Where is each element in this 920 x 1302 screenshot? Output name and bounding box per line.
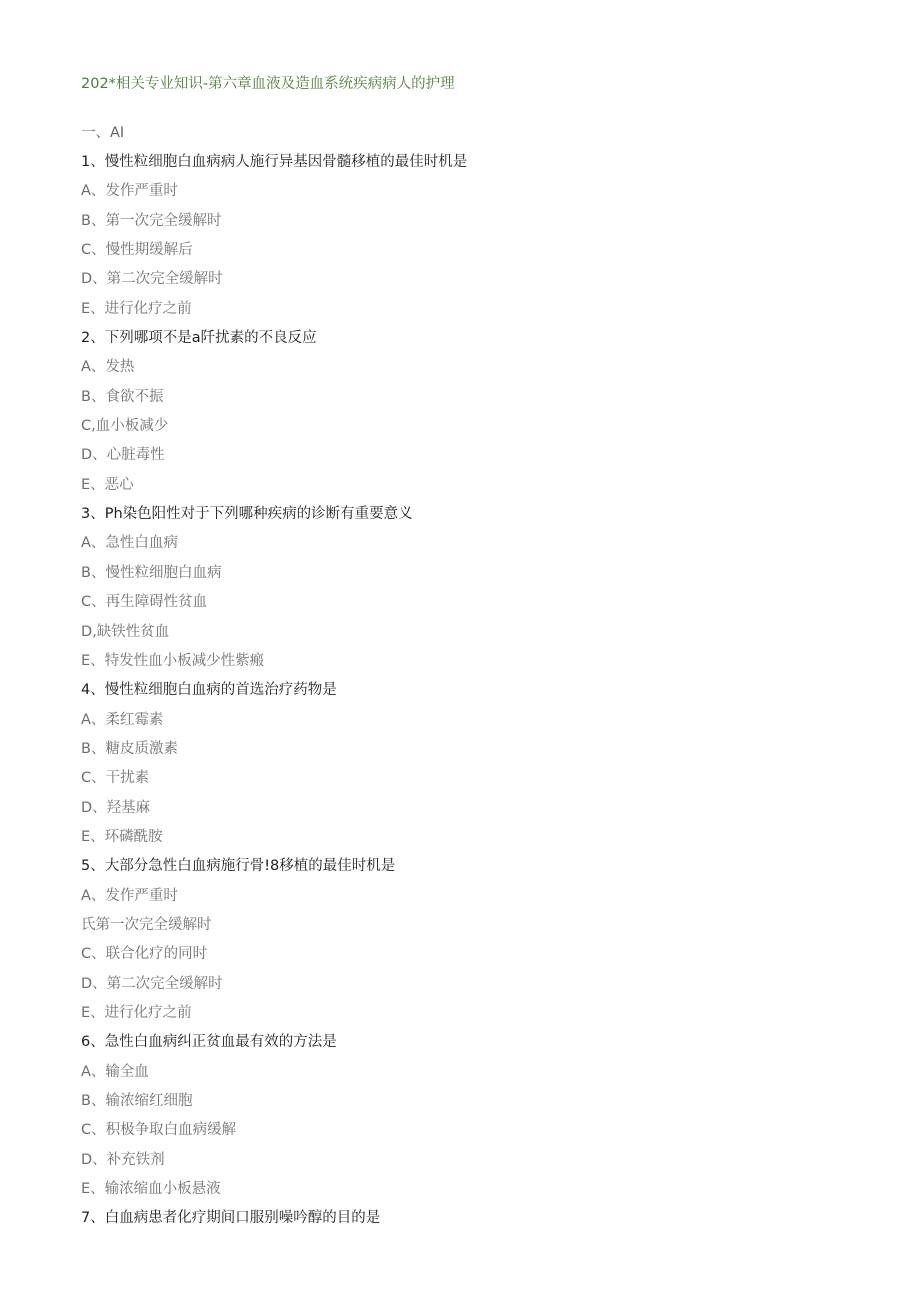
answer-option: D、第二次完全缓解时: [81, 271, 223, 288]
answer-option: D、第二次完全缓解时: [81, 975, 223, 992]
answer-option: A、发作严重时: [81, 183, 178, 200]
question-text: 2、下列哪项不是a阡扰素的不良反应: [81, 330, 317, 347]
answer-option: C、再生障碍性贫血: [81, 594, 208, 611]
answer-option: D,缺铁性贫血: [81, 623, 170, 640]
answer-option: B、输浓缩红细胞: [81, 1093, 193, 1109]
answer-option: A、柔红霉素: [81, 711, 164, 728]
question-text: 5、大部分急性白血病施行骨!8移植的最佳时机是: [81, 858, 396, 875]
answer-option: A、急性白血病: [81, 535, 178, 552]
question-text: 7、白血病患者化疗期间口服别噪吟醇的目的是: [81, 1210, 381, 1227]
answer-option: C,血小板减少: [81, 418, 169, 435]
answer-option: A、发作严重时: [81, 887, 178, 904]
answer-option: B、慢性粒细胞白血病: [81, 564, 222, 581]
answer-option: 氏第一次完全缓解时: [81, 916, 212, 933]
answer-option: D、羟基麻: [81, 799, 151, 816]
question-text: 1、慢性粒细胞白血病病人施行异基因骨髓移植的最佳时机是: [81, 154, 468, 170]
question-text: 3、Ph染色阳性对于下列哪种疾病的诊断有重要意义: [81, 506, 413, 523]
question-text: 6、急性白血病纠正贫血最有效的方法是: [81, 1034, 337, 1051]
answer-option: C、干扰素: [81, 770, 150, 787]
answer-option: C、积极争取白血病缓解: [81, 1122, 237, 1139]
answer-option: E、环磷酰胺: [81, 828, 163, 845]
answer-option: E、恶心: [81, 476, 134, 493]
answer-option: B、第一次完全缓解时: [81, 212, 222, 229]
answer-option: E、输浓缩血小板悬液: [81, 1181, 221, 1198]
answer-option: B、食欲不振: [81, 388, 164, 405]
answer-option: A、发热: [81, 359, 135, 376]
document-title: 202*相关专业知识-第六章血液及造血系统疾病病人的护理: [81, 76, 455, 92]
answer-option: C、联合化疗的同时: [81, 946, 208, 963]
answer-option: A、输全血: [81, 1063, 149, 1080]
answer-option: B、糖皮质激素: [81, 740, 178, 757]
answer-option: C、慢性期缓解后: [81, 242, 193, 259]
question-text: 4、慢性粒细胞白血病的首选治疗药物是: [81, 682, 337, 699]
answer-option: D、补充铁剂: [81, 1151, 165, 1168]
answer-option: E、进行化疗之前: [81, 1004, 192, 1021]
answer-option: E、进行化疗之前: [81, 300, 192, 317]
section-heading: 一、AI: [81, 125, 125, 141]
question-list: [81, 151, 467, 1237]
answer-option: D、心脏毒性: [81, 447, 165, 464]
answer-option: E、特发性血小板减少性紫瘢: [81, 652, 265, 669]
